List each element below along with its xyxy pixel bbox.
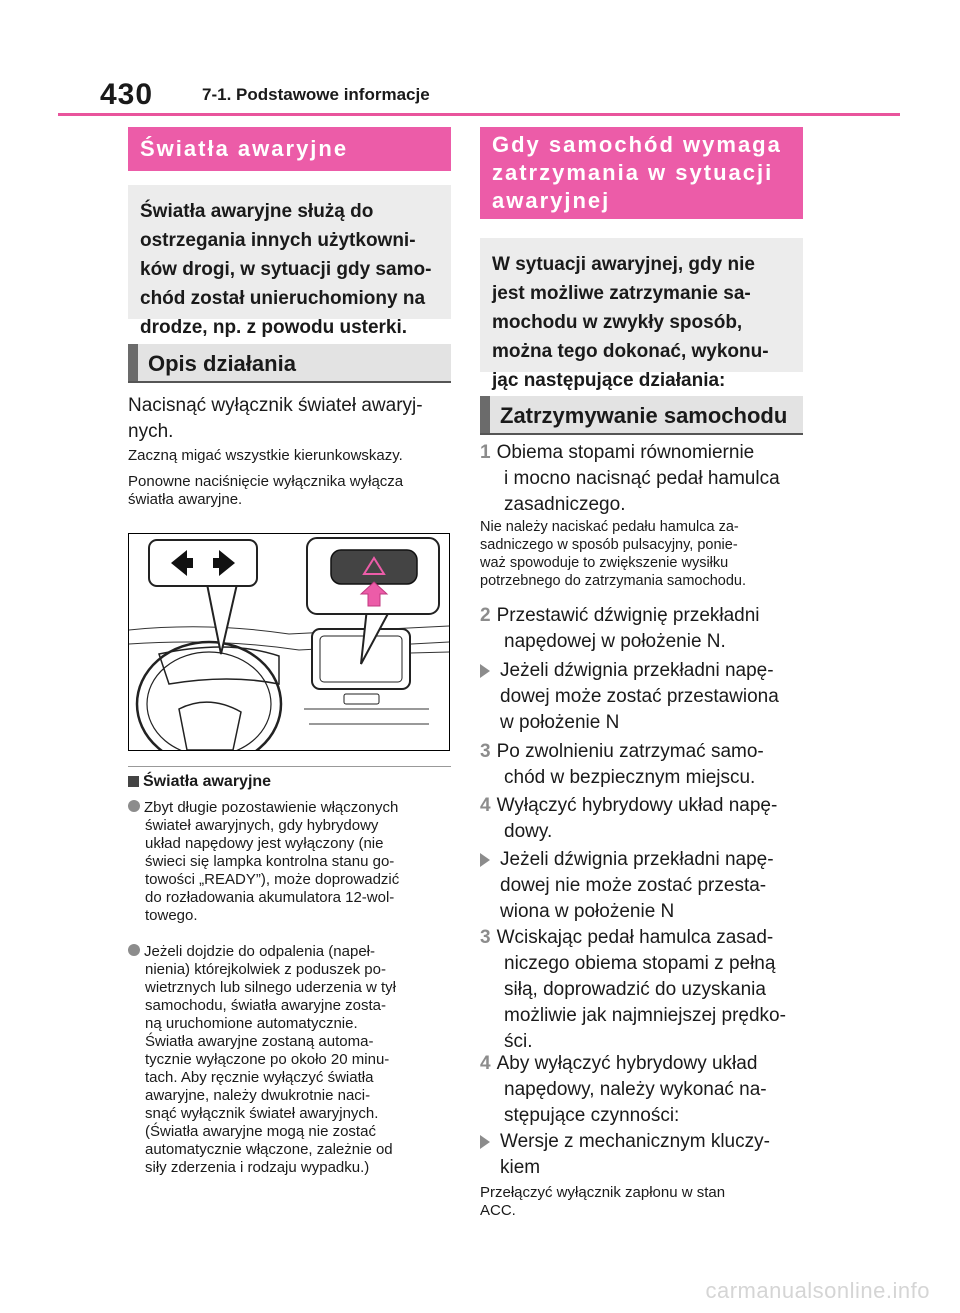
bullet-line: Światła awaryjne zostaną automa- xyxy=(145,1033,374,1050)
bullet-icon xyxy=(128,800,140,812)
note-line: sadniczego w sposób pulsacyjny, ponie- xyxy=(480,537,738,553)
bullet-line: snąć wyłącznik świateł awaryjnych. xyxy=(145,1105,379,1122)
left-subheading: Opis działania xyxy=(128,344,451,381)
bullet-line: świateł awaryjnych, gdy hybrydowy xyxy=(145,817,379,834)
right-title xyxy=(480,127,803,219)
bullet-line: układ napędowy jest wyłączony (nie xyxy=(145,835,384,852)
note-line: waż spowoduje to zwiększenie wysiłku xyxy=(480,555,729,571)
note-line: światła awaryjne. xyxy=(128,491,243,508)
final-note xyxy=(480,1184,810,1220)
intro-line: jąc następujące działania: xyxy=(492,370,726,391)
step-1-note xyxy=(480,518,810,590)
dashboard-drawing xyxy=(129,534,449,750)
step-line: napędowej w położenie N. xyxy=(504,631,726,652)
bullet-line: tycznie wyłączone po około 20 minu- xyxy=(145,1051,390,1068)
condition-n-not-possible xyxy=(480,847,810,925)
step-number: 1 xyxy=(480,442,491,463)
step-number: 3 xyxy=(480,741,491,762)
header-rule xyxy=(58,113,900,116)
subheading-rule xyxy=(480,433,803,435)
right-subheading: Zatrzymywanie samochodu xyxy=(480,396,803,433)
triangle-arrow-icon xyxy=(480,853,490,867)
condition-line: dowej może zostać przestawiona xyxy=(500,686,779,707)
watermark: carmanualsonline.info xyxy=(705,1278,930,1303)
note-line: potrzebnego do zatrzymania samochodu. xyxy=(480,573,746,589)
bullet-line: Zbyt długie pozostawienie włączonych xyxy=(144,799,399,816)
step-1 xyxy=(480,440,810,518)
step-number: 2 xyxy=(480,605,491,626)
step-3 xyxy=(480,739,810,791)
step-line: Po zwolnieniu zatrzymać samo- xyxy=(496,741,764,762)
info-bullet-1 xyxy=(128,799,458,925)
instruction xyxy=(128,393,458,445)
subheading-rule xyxy=(128,381,451,383)
step-line: i mocno nacisnąć pedał hamulca xyxy=(504,468,780,489)
right-intro-box xyxy=(480,238,803,391)
step-line: Przestawić dźwignię przekładni xyxy=(496,605,760,626)
bullet-line: świeci się lampka kontrolna stanu go- xyxy=(145,853,395,870)
step-line: ści. xyxy=(504,1031,533,1052)
instruction-line: nych. xyxy=(128,421,174,442)
hazard-switch-icon xyxy=(331,550,417,584)
square-bullet-icon xyxy=(128,776,139,787)
left-intro-box xyxy=(128,185,451,338)
left-title: Światła awaryjne xyxy=(128,127,451,171)
dashboard-illustration xyxy=(128,533,450,751)
intro-line: można tego dokonać, wykonu- xyxy=(492,341,769,362)
bullet-icon xyxy=(128,944,140,956)
right-title-line: zatrzymania w sytuacji xyxy=(492,160,774,185)
info-heading-text: Światła awaryjne xyxy=(143,773,272,790)
bullet-line: automatycznie włączone, zależnie od xyxy=(145,1141,393,1158)
condition-line: w położenie N xyxy=(500,712,620,733)
condition-line: Jeżeli dźwignia przekładni napę- xyxy=(500,849,774,870)
step-line: Obiema stopami równomiernie xyxy=(496,442,755,463)
step-line: siłą, doprowadzić do uzyskania xyxy=(504,979,766,1000)
bullet-line: nienia) którejkolwiek z poduszek po- xyxy=(145,961,386,978)
note-line: Przełączyć wyłącznik zapłonu w stan xyxy=(480,1184,726,1201)
step-line: zasadniczego. xyxy=(504,494,626,515)
step-4 xyxy=(480,793,810,845)
condition-line: kiem xyxy=(500,1157,541,1178)
bullet-line: samochodu, światła awaryjne zosta- xyxy=(145,997,386,1014)
intro-line: jest możliwe zatrzymanie sa- xyxy=(492,283,751,304)
step-line: dowy. xyxy=(504,821,553,842)
note-line: Nie należy naciskać pedału hamulca za- xyxy=(480,519,739,535)
bullet-line: towości „READY”), może doprowadzić xyxy=(145,871,400,888)
condition-line: wiona w położenie N xyxy=(500,901,675,922)
intro-line: ków drogi, w sytuacji gdy samo- xyxy=(140,259,432,280)
bullet-line: tach. Aby ręcznie wyłączyć światła xyxy=(145,1069,374,1086)
note-line: ACC. xyxy=(480,1202,516,1219)
condition-line: dowej nie może zostać przesta- xyxy=(500,875,767,896)
bullet-line: (Światła awaryjne mogą nie zostać xyxy=(145,1123,376,1140)
condition-n-possible xyxy=(480,658,810,736)
step-line: Aby wyłączyć hybrydowy układ xyxy=(496,1053,758,1074)
intro-line: W sytuacji awaryjnej, gdy nie xyxy=(492,254,755,275)
info-bullet-2 xyxy=(128,943,458,1177)
condition-mechanical-key xyxy=(480,1129,810,1181)
step-line: chód w bezpiecznym miejscu. xyxy=(504,767,756,788)
intro-line: drodze, np. z powodu usterki. xyxy=(140,317,408,338)
step-2 xyxy=(480,603,810,655)
turn-signal-callout xyxy=(149,540,257,586)
condition-line: Jeżeli dźwignia przekładni napę- xyxy=(500,660,774,681)
info-heading xyxy=(128,772,271,792)
section-title: 7-1. Podstawowe informacje xyxy=(202,85,430,104)
note-line: Ponowne naciśnięcie wyłącznika wyłącza xyxy=(128,473,404,490)
step-6 xyxy=(480,1051,810,1129)
step-line: Wyłączyć hybrydowy układ napę- xyxy=(496,795,778,816)
triangle-arrow-icon xyxy=(480,1135,490,1149)
step-line: niczego obiema stopami z pełną xyxy=(504,953,776,974)
intro-line: ostrzegania innych użytkowni- xyxy=(140,230,416,251)
step-line: napędowy, należy wykonać na- xyxy=(504,1079,767,1100)
step-number: 4 xyxy=(480,795,491,816)
bullet-line: towego. xyxy=(145,907,198,924)
page-number: 430 xyxy=(100,78,154,111)
intro-line: chód został unieruchomiony na xyxy=(140,288,426,309)
bullet-line: do rozładowania akumulatora 12-wol- xyxy=(145,889,395,906)
condition-line: Wersje z mechanicznym kluczy- xyxy=(500,1131,770,1152)
note-press-again xyxy=(128,473,458,509)
bullet-line: Jeżeli dojdzie do odpalenia (napeł- xyxy=(144,943,375,960)
bullet-line: siły zderzenia i rodzaju wypadku.) xyxy=(145,1159,370,1176)
right-title-line: Gdy samochód wymaga xyxy=(492,132,782,157)
bullet-line: wietrznych lub silnego uderzenia w tył xyxy=(145,979,396,996)
right-title-line: awaryjnej xyxy=(492,188,611,213)
step-line: Wciskając pedał hamulca zasad- xyxy=(496,927,774,948)
step-5 xyxy=(480,925,810,1055)
step-number: 4 xyxy=(480,1053,491,1074)
step-line: stępujące czynności: xyxy=(504,1105,680,1126)
note-blink: Zaczną migać wszystkie kierunkowskazy. xyxy=(128,447,403,464)
bullet-line: ną uruchomione automatycznie. xyxy=(145,1015,358,1032)
instruction-line: Nacisnąć wyłącznik świateł awaryj- xyxy=(128,395,423,416)
bullet-line: awaryjne, należy dwukrotnie naci- xyxy=(145,1087,371,1104)
intro-line: Światła awaryjne służą do xyxy=(140,201,374,222)
intro-line: mochodu w zwykły sposób, xyxy=(492,312,743,333)
step-number: 3 xyxy=(480,927,491,948)
triangle-arrow-icon xyxy=(480,664,490,678)
step-line: możliwie jak najmniejszej prędko- xyxy=(504,1005,786,1026)
info-divider xyxy=(128,766,451,767)
